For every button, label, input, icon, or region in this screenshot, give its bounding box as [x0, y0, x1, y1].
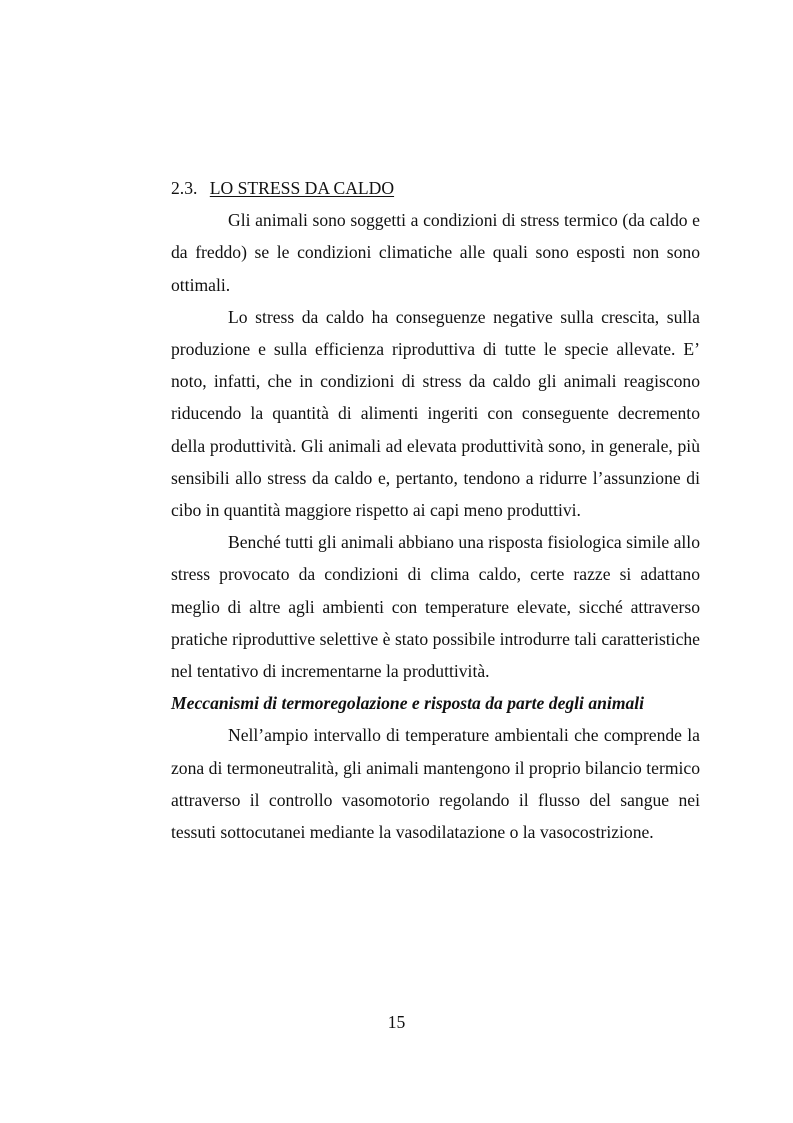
section-heading: [171, 172, 700, 204]
section-title: LO STRESS DA CALDO: [209, 178, 395, 198]
paragraph-2: Lo stress da caldo ha conseguenze negative sulla crescita, sulla produzione e sulla efficienza riproduttiva di tutte le specie allevate. E’ noto, infatti, che in condizioni di stress da caldo gli animali reagiscono riducendo la quantità di alimenti ingeriti con conseguente decremento della produttività. Gli animali ad elevata produttività sono, in generale, più sensibili allo stress da caldo e, pertanto, tendono a ridurre l’assunzione di cibo in quantità maggiore rispetto ai capi meno produttivi.: [171, 306, 700, 521]
paragraph-4: Nell’ampio intervallo di temperature ambientali che comprende la zona di termoneutralità, gli animali mantengono il proprio bilancio termico attraverso il controllo vasomotorio regolando il flusso del sangue nei tessuti sottocutanei mediante la vasodilatazione o la vasocostrizione.: [171, 725, 700, 843]
page-body: [171, 172, 700, 848]
subsection-heading: Meccanismi di termoregolazione e risposta da parte degli animali: [171, 693, 645, 714]
paragraph-3: Benché tutti gli animali abbiano una risposta fisiologica simile allo stress provocato da condizioni di clima caldo, certe razze si adattano meglio di altre agli ambienti con temperature elevate, sicché attraverso pratiche riproduttive selettive è stato possibile introdurre tali caratteristiche nel tentativo di incrementarne la produttività.: [171, 532, 700, 682]
section-number: 2.3.: [171, 178, 198, 198]
page-number: 15: [387, 1012, 406, 1032]
paragraph-1: Gli animali sono soggetti a condizioni di stress termico (da caldo e da freddo) se le condizioni climatiche alle quali sono esposti non sono ottimali.: [171, 210, 700, 295]
